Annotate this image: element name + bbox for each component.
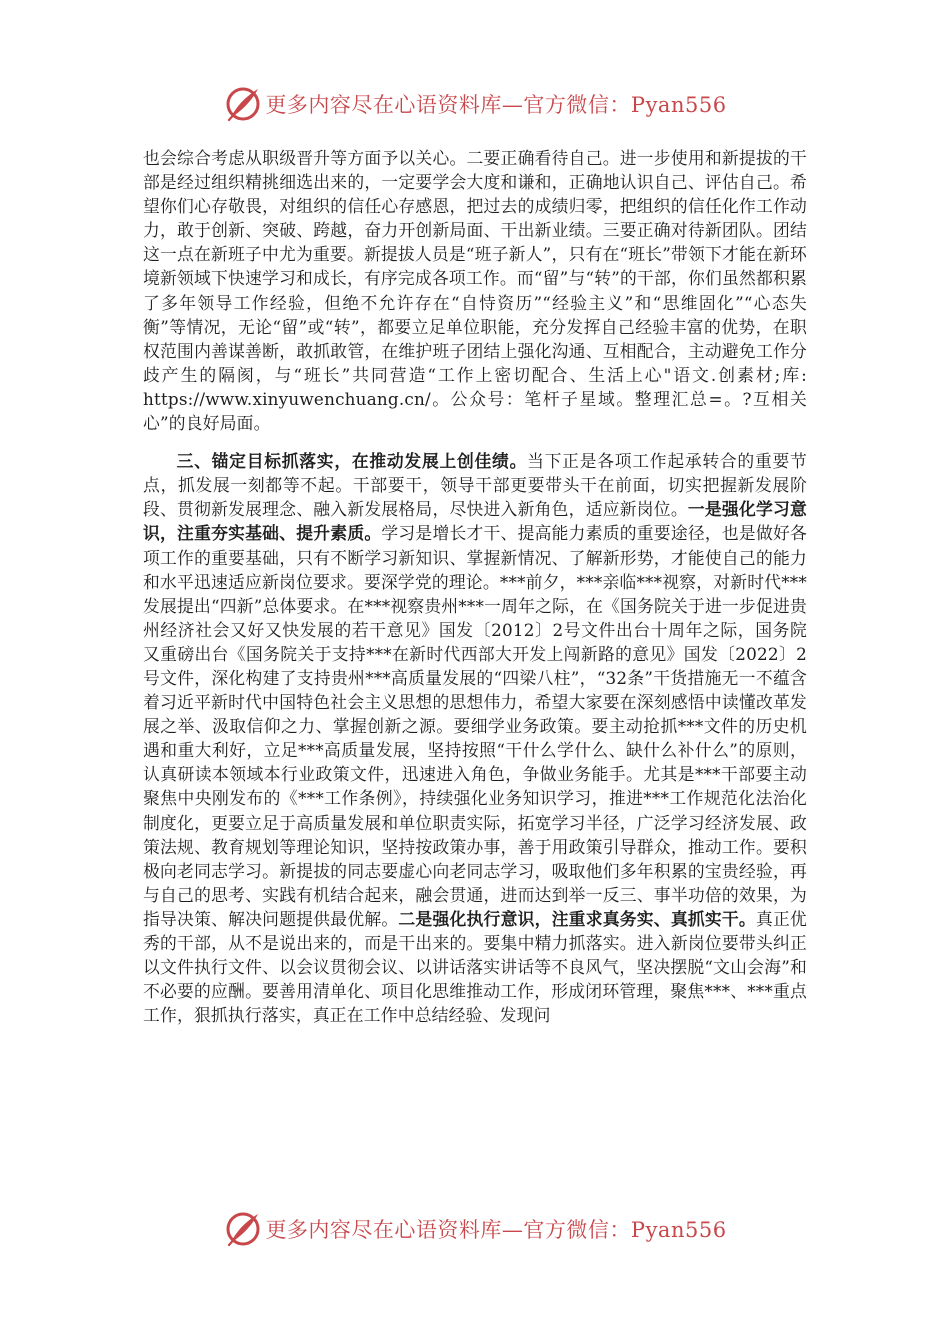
- paragraph-1-text: 也会综合考虑从职级晋升等方面予以关心。二要正确看待自己。进一步使用和新提拔的干部是经过组织精挑细选出来的，一定要学会大度和谦和，正确地认识自己、评估自己。希望你们心存敬畏，对组织的信任心存感恩，把过去的成绩归零，把组织的信任化作工作动力，敢于创新、突破、跨越，奋力开创新局面、干出新业绩。三要正确对待新团队。团结这一点在新班子中尤为重要。新提拔人员是“班子新人”，只有在“班长”带领下才能在新环境新领域下快速学习和成长，有序完成各项工作。而“留”与“转”的干部，你们虽然都积累了多年领导工作经验，但绝不允许存在“自恃资历”“经验主义”和“思维固化”“心态失衡”等情况，无论“留”或“转”，都要立足单位职能，充分发挥自己经验丰富的优势，在职权范围内善谋善断，敢抓敢管，在维护班子团结上强化沟通、互相配合，主动避免工作分歧产生的隔阂，与“班长”共同营造“工作上密切配合、生活上心"语文.创素材;库: https://www.xinyuwenchuang.cn/。公众号：笔杆子星域。整理汇总=。?互相关心”的良好局面。: [143, 148, 807, 434]
- footer-watermark-banner: [0, 1205, 950, 1253]
- quill-pen-logo-icon: [223, 84, 263, 124]
- document-body: [143, 146, 807, 1027]
- paragraph-2-text-b: 学习是增长才干、提高能力素质的重要途径，也是做好各项工作的重要基础，只有不断学习新知识、掌握新情况、了解新形势，才能使自己的能力和水平迅速适应新岗位要求。要深学党的理论。***前夕，***亲临***视察，对新时代***发展提出“四新”总体要求。在***视察贵州***一周年之际，在《国务院关于进一步促进贵州经济社会又好又快发展的若干意见》国发〔2012〕2号文件出台十周年之际，国务院又重磅出台《国务院关于支持***在新时代西部大开发上闯新路的意见》国发〔2022〕2号文件，深化构建了支持贵州***高质量发展的“四梁八柱”，“32条”干货措施无一不蕴含着习近平新时代中国特色社会主义思想的思想伟力，希望大家要在深刻感悟中读懂改革发展之举、汲取信仰之力、掌握创新之源。要细学业务政策。要主动抢抓***文件的历史机遇和重大利好，立足***高质量发展，坚持按照“干什么学什么、缺什么补什么”的原则，认真研读本领域本行业政策文件，迅速进入角色，争做业务能手。尤其是***干部要主动聚焦中央刚发布的《***工作条例》，持续强化业务知识学习，推进***工作规范化法治化制度化，更要立足于高质量发展和单位职责实际，拓宽学习半径，广泛学习经济发展、政策法规、教育规划等理论知识，坚持按政策办事，善于用政策引导群众，推动工作。要积极向老同志学习。新提拔的同志要虚心向老同志学习，吸取他们多年积累的宝贵经验，再与自己的思考、实践有机结合起来，融会贯通，进而达到举一反三、事半功倍的效果，为指导决策、解决问题提供最优解。: [143, 523, 807, 929]
- banner-text: 更多内容尽在心语资料库—官方微信：Pyan556: [265, 93, 727, 117]
- paragraph-2-text-a: 当下正是各项工作起承转合的重要节点，抓发展一刻都等不起。干部要干，领导干部更要带头干在前面，切实把握新发展阶段、贯彻新发展理念、融入新发展格局，尽快进入新角色，适应新岗位。: [143, 451, 807, 520]
- paragraph-1: [143, 146, 807, 435]
- header-watermark-banner: [0, 80, 950, 128]
- paragraph-2: [143, 449, 807, 1027]
- quill-pen-logo-icon: [223, 1209, 263, 1249]
- section-heading-three: 三、锚定目标抓落实，在推动发展上创佳绩。: [176, 451, 528, 472]
- banner-text: 更多内容尽在心语资料库—官方微信：Pyan556: [265, 1218, 727, 1242]
- paragraph-2-text-c: 真正优秀的干部，从不是说出来的，而是干出来的。要集中精力抓落实。进入新岗位要带头纠正以文件执行文件、以会议贯彻会议、以讲话落实讲话等不良风气，坚决摆脱“文山会海”和不必要的应酬。要善用清单化、项目化思维推动工作，形成闭环管理，聚焦***、***重点工作，狠抓执行落实，真正在工作中总结经验、发现问: [143, 908, 808, 1026]
- sub-heading-execution: 二是强化执行意识，注重求真务实、真抓实干。: [398, 908, 756, 929]
- sub-heading-learning: 一是强化学习意识，注重夯实基础、提升素质。: [143, 499, 808, 544]
